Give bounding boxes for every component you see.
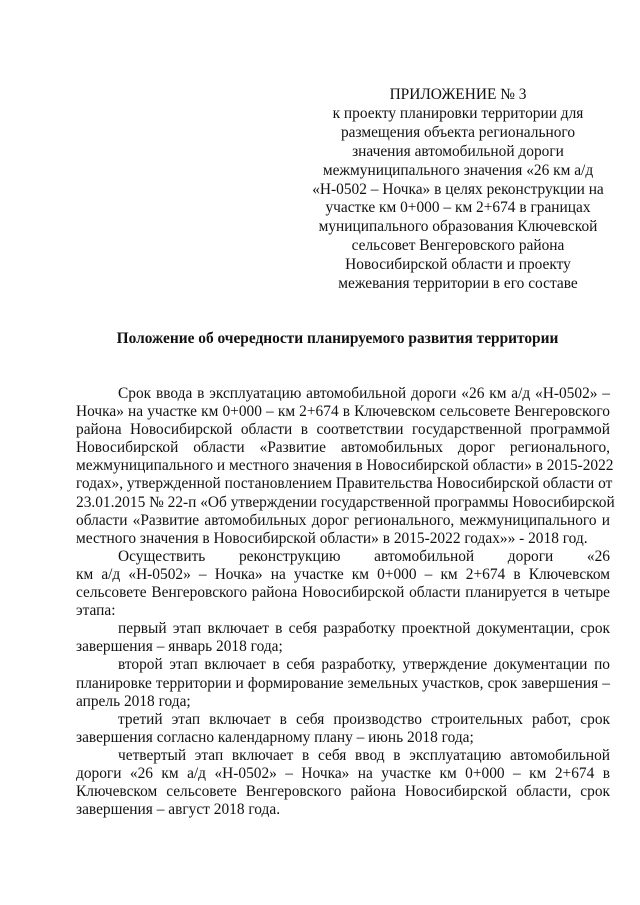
text-line: области «Развитие автомобильных дорог регионального, межмуниципального и bbox=[76, 511, 610, 529]
text-line: годах», утвержденной постановлением Правительства Новосибирской области от bbox=[76, 475, 613, 493]
text-line: первый этап включает в себя разработку проектной документации, срок bbox=[118, 620, 610, 638]
text-line: завершения – август 2018 года. bbox=[76, 801, 281, 819]
text-line: второй этап включает в себя разработку, утверждение документации по bbox=[118, 656, 610, 674]
paragraph-stage-four bbox=[76, 747, 610, 819]
text-line: Ключевском сельсовете Венгеровского района Новосибирской области, срок bbox=[76, 783, 610, 801]
appendix-line: размещения объекта регионального bbox=[340, 123, 576, 141]
appendix-line: ПРИЛОЖЕНИЕ № 3 bbox=[389, 86, 527, 103]
text-line: км а/д «Н-0502» – Ночка» на участке км 0+000 – км 2+674 в Ключевском bbox=[76, 565, 610, 583]
paragraph-stage-three bbox=[76, 711, 610, 747]
section-heading: Положение об очередности планируемого развития территории bbox=[116, 330, 559, 347]
text-line: планировке территории и формирование земельных участков, срок завершения – bbox=[76, 674, 610, 692]
text-line: Новосибирской области «Развитие автомобильных дорог регионального, bbox=[76, 439, 610, 457]
text-line: четвертый этап включает в себя ввод в эксплуатацию автомобильной bbox=[118, 746, 610, 764]
text-line: дороги «26 км а/д «Н-0502» – Ночка» на участке км 0+000 – км 2+674 в bbox=[76, 764, 610, 782]
text-line: апрель 2018 года; bbox=[76, 692, 191, 710]
text-line: района Новосибирской области в соответствии государственной программой bbox=[76, 421, 610, 439]
text-line: этапа: bbox=[76, 602, 116, 620]
appendix-line: к проекту планировки территории для bbox=[332, 104, 584, 122]
text-line: Осуществить реконструкцию автомобильной дороги «26 bbox=[118, 547, 610, 565]
paragraph-reconstruction-stages bbox=[76, 548, 610, 620]
text-line: Срок ввода в эксплуатацию автомобильной дороги «26 км а/д «Н-0502» – bbox=[118, 385, 610, 402]
text-line: местного значения в Новосибирской области» в 2015-2022 годах»» - 2018 год. bbox=[76, 529, 588, 547]
text-line: завершения – январь 2018 года; bbox=[76, 638, 283, 656]
appendix-block bbox=[300, 86, 616, 294]
text-line: завершения согласно календарному плану – июнь 2018 года; bbox=[76, 728, 474, 746]
text-line: межмуниципального и местного значения в Новосибирской области» в 2015-2022 bbox=[76, 457, 614, 475]
appendix-line: значения автомобильной дороги bbox=[352, 142, 564, 160]
text-line: третий этап включает в себя производство строительных работ, срок bbox=[118, 710, 610, 728]
paragraph-stage-one bbox=[76, 620, 610, 656]
paragraph-stage-two bbox=[76, 656, 610, 710]
paragraph-commissioning-term bbox=[76, 385, 615, 548]
text-line: Ночка» на участке км 0+000 – км 2+674 в Ключевском сельсовете Венгеровского bbox=[76, 403, 610, 421]
appendix-line: участке км 0+000 – км 2+674 в границах bbox=[325, 199, 591, 217]
text-line: 23.01.2015 № 22-п «Об утверждении государственной программы Новосибирской bbox=[76, 493, 615, 511]
text-line: сельсовете Венгеровского района Новосибирской области планируется в четыре bbox=[76, 584, 610, 602]
appendix-line: межмуниципального значения «26 км а/д bbox=[322, 161, 594, 179]
appendix-line: сельсовет Венгеровского района bbox=[351, 237, 565, 255]
appendix-line: межевания территории в его составе bbox=[338, 275, 578, 293]
document-body bbox=[76, 385, 615, 819]
appendix-line: Новосибирской области и проекту bbox=[345, 256, 571, 274]
appendix-line: «Н-0502 – Ночка» в целях реконструкции на bbox=[312, 180, 604, 198]
appendix-line: муниципального образования Ключевской bbox=[318, 218, 598, 236]
